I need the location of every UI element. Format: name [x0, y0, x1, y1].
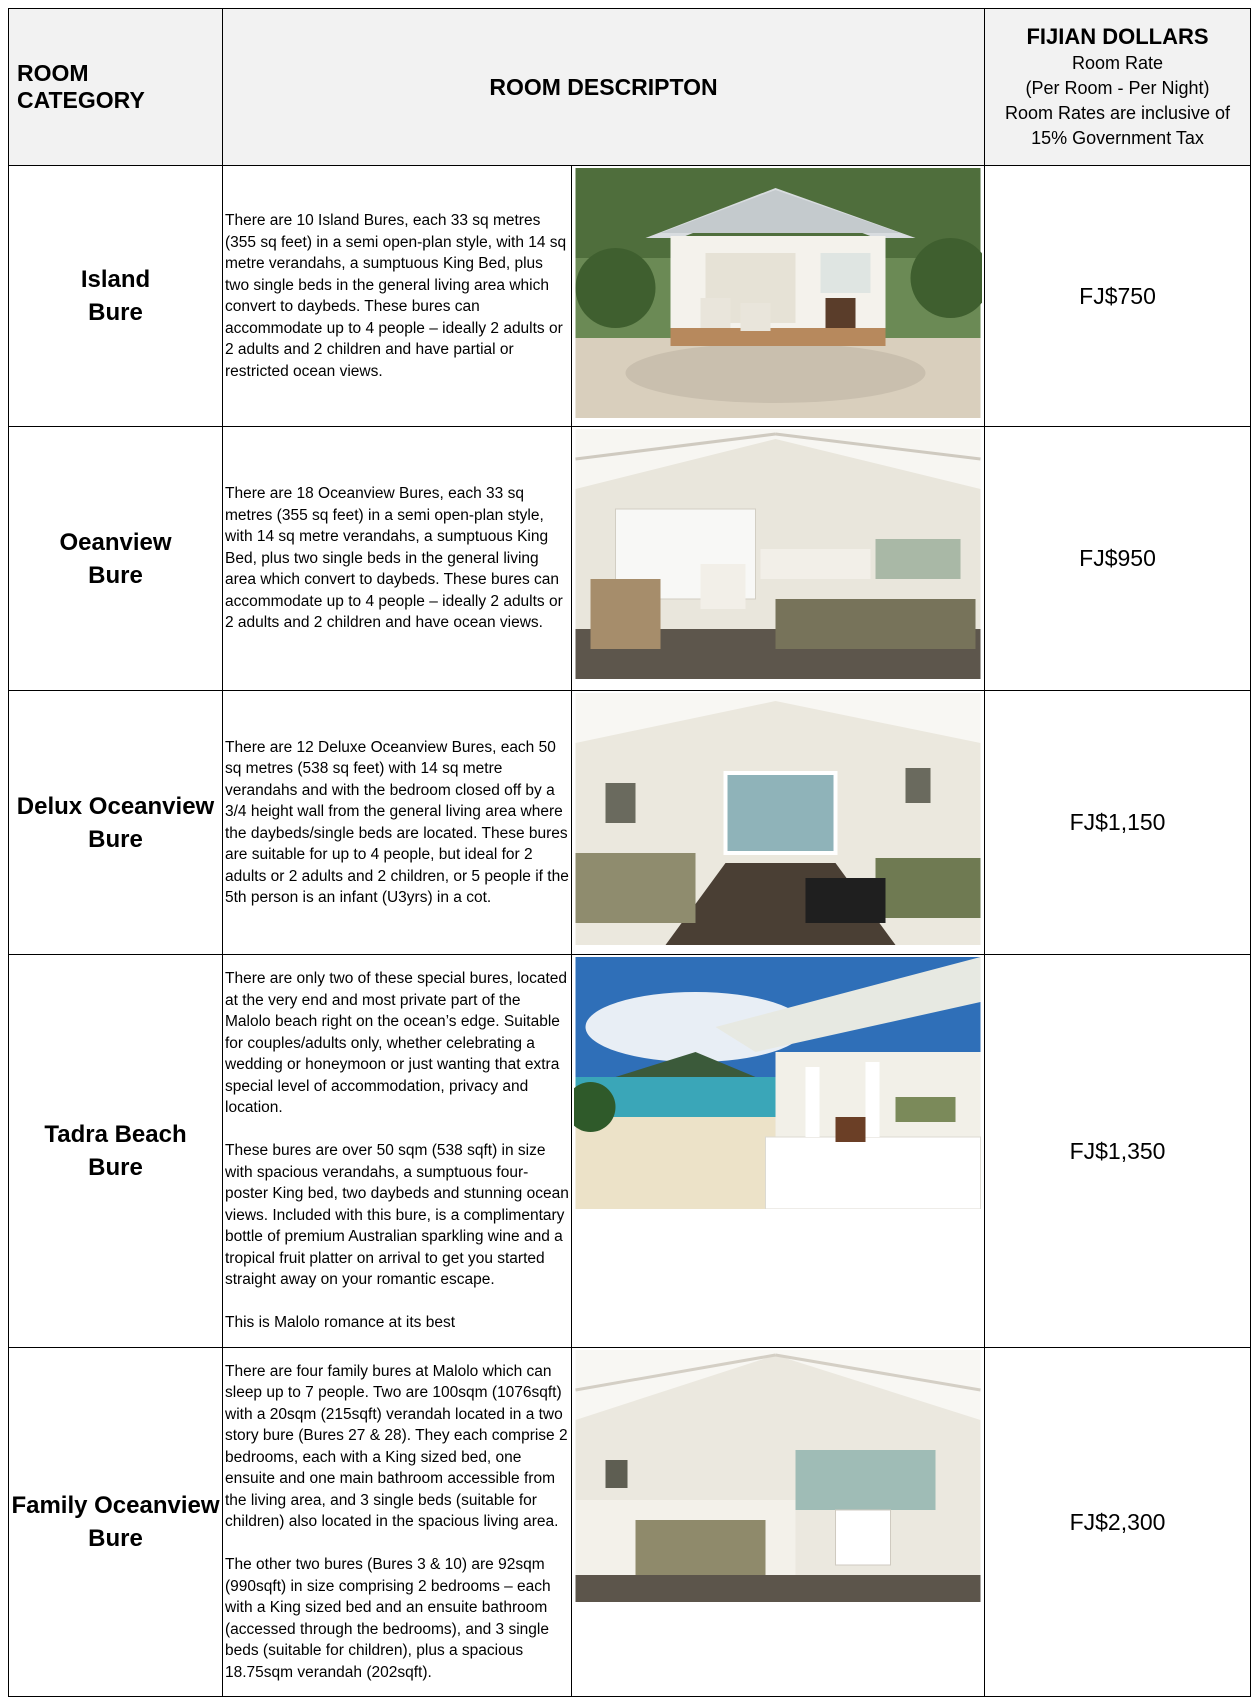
table-row	[9, 691, 1251, 955]
table-row	[9, 427, 1251, 691]
room-category	[9, 691, 223, 955]
room-name-line1: Oeanview	[59, 528, 172, 556]
room-rate: FJ$950	[985, 427, 1251, 691]
room-category	[9, 955, 223, 1348]
room-name-line2: Bure	[88, 561, 143, 589]
island-bure-photo	[574, 168, 982, 418]
description-paragraph: This is Malolo romance at its best	[225, 1314, 456, 1332]
room-name-line2: Bure	[88, 1154, 143, 1181]
description-paragraph: There are 18 Oceanview Bures, each 33 sq metres (355 sq feet) in a semi open-plan style, with 14 sq metre verandahs, a sumptuous King Bed, plus two single beds in the general living area which convert to daybeds. These bures can accommodate up to 4 people – ideally 2 adults or 2 adults and 2 children and have ocean views.	[225, 485, 563, 632]
room-name-line1: Family Oceanview	[11, 1492, 220, 1519]
room-name-line1: Delux Oceanview	[16, 792, 215, 820]
room-description	[223, 427, 572, 691]
room-rates-table	[8, 8, 1251, 1697]
header-rate-line2: (Per Room - Per Night)	[1025, 78, 1210, 98]
header-rate	[985, 9, 1251, 166]
description-paragraph: These bures are over 50 sqm (538 sqft) in size with spacious verandahs, a sumptuous four-poster King bed, two daybeds and stunning ocean views. Included with this bure, is a complimentary bottle of premium Australian sparkling wine and a tropical fruit platter on arrival to get you started straight away on your romantic escape.	[225, 1142, 569, 1289]
delux-oceanview-bure-photo	[574, 693, 982, 945]
room-photo-cell	[572, 166, 985, 427]
room-name-line1: Tadra Beach	[44, 1121, 187, 1148]
header-currency: FIJIAN DOLLARS	[1026, 24, 1209, 49]
room-rate: FJ$750	[985, 166, 1251, 427]
room-description	[223, 166, 572, 427]
description-paragraph: There are four family bures at Malolo which can sleep up to 7 people. Two are 100sqm (1076sqft) with a 20sqm (215sqft) verandah located in a two story bure (Bures 27 & 28). They each comprise 2 bedrooms, each with a King sized bed, one ensuite and one main bathroom accessible from the living area, and 3 single beds (suitable for children) also located in the spacious living area.	[225, 1362, 568, 1531]
table-row	[9, 955, 1251, 1348]
room-rate: FJ$1,350	[985, 955, 1251, 1348]
description-paragraph: There are 12 Deluxe Oceanview Bures, each 50 sq metres (538 sq feet) with 14 sq metre verandahs and with the bedroom closed off by a 3/4 height wall from the general living area where the daybeds/single beds are located. These bures are suitable for up to 4 people, but ideal for 2 adults or 2 adults and 2 children, or 5 people if the 5th person is an infant (U3yrs) in a cot.	[225, 738, 569, 906]
room-name-line2: Bure	[88, 825, 143, 853]
room-photo-cell	[572, 691, 985, 955]
room-category	[9, 1348, 223, 1697]
room-photo-cell	[572, 1348, 985, 1697]
header-room-description: ROOM DESCRIPTON	[223, 9, 985, 166]
room-photo-cell	[572, 427, 985, 691]
description-paragraph: There are only two of these special bures, located at the very end and most private part of the Malolo beach right on the ocean’s edge. Suitable for couples/adults only, whether celebrating a wedding or honeymoon or just wanting that extra special level of accommodation, privacy and location.	[225, 970, 568, 1117]
room-name-line2: Bure	[88, 299, 143, 326]
room-category	[9, 427, 223, 691]
room-rate: FJ$2,300	[985, 1348, 1251, 1697]
room-rate: FJ$1,150	[985, 691, 1251, 955]
tadra-beach-bure-photo	[574, 957, 982, 1209]
room-description	[223, 955, 572, 1348]
header-rate-line3: Room Rates are inclusive of	[1004, 103, 1231, 123]
table-row	[9, 166, 1251, 427]
header-row	[9, 9, 1251, 166]
oceanview-bure-photo	[574, 429, 982, 679]
description-paragraph: There are 10 Island Bures, each 33 sq metres (355 sq feet) in a semi open-plan style, with 14 sq metre verandahs, a sumptuous King Bed, plus two single beds in the general living area which convert to daybeds. These bures can accommodate up to 4 people – ideally 2 adults or 2 adults and 2 children and have partial or restricted ocean views.	[225, 212, 567, 380]
table-row	[9, 1348, 1251, 1697]
room-description	[223, 1348, 572, 1697]
header-rate-line1: Room Rate	[1071, 53, 1164, 73]
description-paragraph: The other two bures (Bures 3 & 10) are 92sqm (990sqft) in size comprising 2 bedrooms – each with a King sized bed and an ensuite bathroom (accessed through the bedrooms), and 3 single beds (suitable for children), plus a spacious 18.75sqm verandah (202sqft).	[225, 1556, 551, 1681]
room-category	[9, 166, 223, 427]
header-room-category: ROOM CATEGORY	[9, 9, 223, 166]
header-rate-line4: 15% Government Tax	[1031, 128, 1204, 148]
room-name-line2: Bure	[88, 1525, 143, 1552]
room-photo-cell	[572, 955, 985, 1348]
family-oceanview-bure-photo	[574, 1350, 982, 1602]
room-description	[223, 691, 572, 955]
room-name-line1: Island	[80, 266, 151, 293]
